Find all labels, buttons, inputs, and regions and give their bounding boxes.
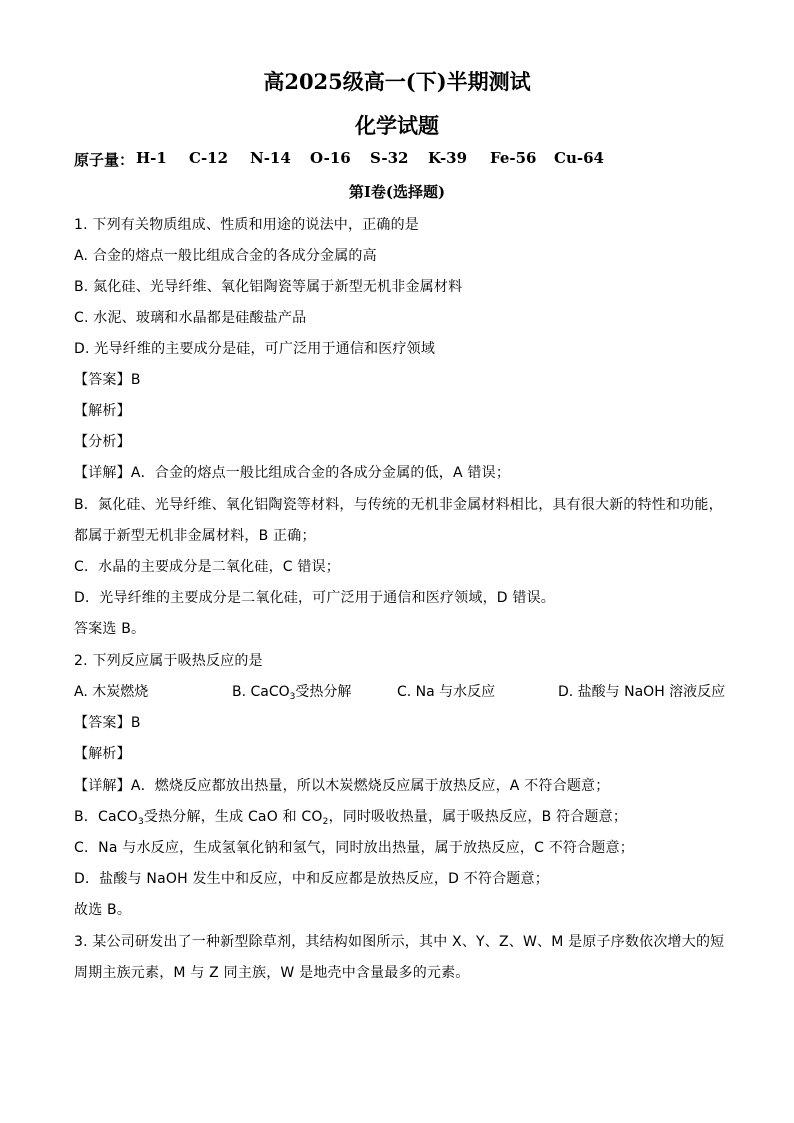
q2-detail-b bbox=[74, 806, 627, 826]
q1-detail-b: B．氮化硅、光导纤维、氧化铝陶瓷等材料，与传统的无机非金属材料相比，具有很大新的特性和功能， bbox=[74, 497, 723, 513]
detail-tag: 【详解】 bbox=[74, 465, 131, 481]
q1-detail-c: C．水晶的主要成分是二氧化硅，C 错误； bbox=[74, 559, 340, 575]
detail-text: A．合金的熔点一般比组成合金的各成分金属的低，A 错误； bbox=[130, 465, 511, 481]
exam-subtitle: 化学试题 bbox=[355, 113, 439, 138]
q1-option-b: B. 氮化硅、光导纤维、氧化铝陶瓷等属于新型无机非金属材料 bbox=[74, 279, 463, 295]
answer-value: B bbox=[130, 372, 141, 388]
q1-fenxi-tag: 【分析】 bbox=[74, 434, 131, 450]
q2-option-b-pre: B. CaCO bbox=[232, 684, 290, 700]
q2-answer bbox=[74, 712, 141, 732]
q2-detail-c: C．Na 与水反应，生成氢氧化钠和氢气，同时放出热量，属于放热反应，C 不符合题意； bbox=[74, 840, 634, 856]
q3-stem-line2: 周期主族元素，M 与 Z 同主族，W 是地壳中含量最多的元素。 bbox=[74, 965, 470, 981]
q2-detail-a bbox=[74, 775, 609, 795]
q2-option-b bbox=[232, 681, 351, 701]
q1-detail-d: D．光导纤维的主要成分是二氧化硅，可广泛用于通信和医疗领域，D 错误。 bbox=[74, 590, 556, 606]
q2-option-d: D. 盐酸与 NaOH 溶液反应 bbox=[558, 684, 726, 700]
atomic-mass-n: N-14 bbox=[250, 149, 291, 167]
atomic-mass-s: S-32 bbox=[370, 149, 409, 167]
answer-value: B bbox=[130, 715, 141, 731]
atomic-mass-o: O-16 bbox=[310, 149, 351, 167]
q1-stem: 1. 下列有关物质组成、性质和用途的说法中，正确的是 bbox=[74, 217, 420, 233]
atomic-mass-h: H-1 bbox=[136, 149, 167, 167]
atomic-mass-cu: Cu-64 bbox=[554, 149, 604, 167]
answer-tag: 【答案】 bbox=[74, 715, 131, 731]
exam-title: 高2025级高一(下)半期测试 bbox=[263, 69, 531, 94]
q1-detail-b-cont: 都属于新型无机非金属材料，B 正确； bbox=[74, 528, 316, 544]
q1-option-d: D. 光导纤维的主要成分是硅，可广泛用于通信和医疗领域 bbox=[74, 341, 436, 357]
q1-option-a: A. 合金的熔点一般比组成合金的各成分金属的高 bbox=[74, 248, 377, 264]
q2-option-b-sub: 3 bbox=[289, 692, 296, 702]
q2-option-b-post: 受热分解 bbox=[295, 684, 352, 700]
q1-option-c: C. 水泥、玻璃和水晶都是硅酸盐产品 bbox=[74, 310, 307, 326]
q1-conclusion: 答案选 B。 bbox=[74, 621, 146, 637]
q2-detail-b-sub2: 2 bbox=[322, 817, 329, 827]
atomic-mass-k: K-39 bbox=[428, 149, 468, 167]
q2-option-a: A. 木炭燃烧 bbox=[74, 684, 149, 700]
q2-detail-b-part2: 受热分解，生成 CaO 和 CO bbox=[143, 809, 323, 825]
detail-tag: 【详解】 bbox=[74, 778, 131, 794]
detail-text: A．燃烧反应都放出热量，所以木炭燃烧反应属于放热反应，A 不符合题意； bbox=[130, 778, 610, 794]
atomic-mass-c: C-12 bbox=[189, 149, 229, 167]
q2-stem: 2. 下列反应属于吸热反应的是 bbox=[74, 653, 263, 669]
q1-detail-a bbox=[74, 462, 510, 482]
q2-analysis-tag: 【解析】 bbox=[74, 746, 131, 762]
q2-detail-d: D．盐酸与 NaOH 发生中和反应，中和反应都是放热反应，D 不符合题意； bbox=[74, 871, 549, 887]
q2-detail-b-part3: ，同时吸收热量，属于吸热反应，B 符合题意； bbox=[328, 809, 628, 825]
q2-detail-b-sub1: 3 bbox=[137, 817, 144, 827]
atomic-mass-label: 原子量： bbox=[74, 151, 135, 169]
q1-answer bbox=[74, 369, 141, 389]
q2-conclusion: 故选 B。 bbox=[74, 902, 132, 918]
q2-detail-b-part1: B．CaCO bbox=[74, 809, 138, 825]
atomic-mass-fe: Fe-56 bbox=[490, 149, 537, 167]
section-heading: 第I卷(选择题) bbox=[348, 183, 446, 201]
answer-tag: 【答案】 bbox=[74, 372, 131, 388]
q3-stem-line1: 3. 某公司研发出了一种新型除草剂，其结构如图所示，其中 X、Y、Z、W、M 是原子序数依次增大的短 bbox=[74, 934, 725, 950]
q2-option-c: C. Na 与水反应 bbox=[397, 684, 496, 700]
q1-analysis-tag: 【解析】 bbox=[74, 403, 131, 419]
